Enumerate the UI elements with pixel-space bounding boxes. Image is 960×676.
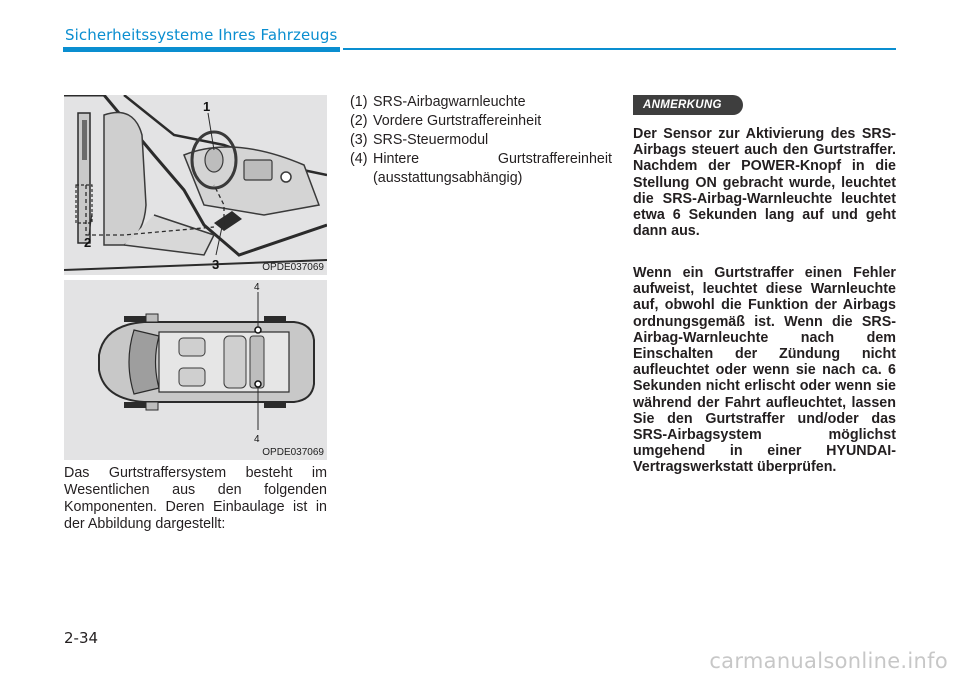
figure-code: OPDE037069 xyxy=(262,447,324,458)
list-item-text xyxy=(373,150,612,188)
list-item-text: SRS-Steuermodul xyxy=(373,132,489,148)
header-rule-thin xyxy=(343,48,896,50)
watermark: carmanualsonline.info xyxy=(709,649,948,673)
header-rule xyxy=(63,47,340,52)
note-paragraph: Der Sensor zur Aktivierung des SRS-Airbags steuert auch den Gurtstraffer. Nachdem der POWER-Knopf in die Stellung ON gebracht wurde, leuchtet die SRS-Airbag-Warnleuchte leuchtet etwa 6 Sekunden lang auf und geht dann aus. xyxy=(633,126,896,240)
list-item-text: Vordere Gurtstraffereinheit xyxy=(373,113,542,129)
list-item-number: (4) xyxy=(350,151,368,167)
topview-illustration xyxy=(64,280,327,460)
callout-2: 2 xyxy=(84,235,92,250)
callout-4-bottom: 4 xyxy=(254,434,260,445)
section-title: Sicherheitssysteme Ihres Fahrzeugs xyxy=(65,26,338,44)
list-item-number: (1) xyxy=(350,94,368,110)
note-badge: ANMERKUNG xyxy=(633,95,743,115)
component-list xyxy=(350,93,612,188)
interior-drawing xyxy=(64,95,327,275)
intro-paragraph: Das Gurtstraffersystem besteht im Wesentlichen aus den folgenden Komponenten. Deren Einbaulage ist in der Abbildung dargestellt: xyxy=(64,465,327,532)
figure-code: OPDE037069 xyxy=(262,262,324,273)
list-item xyxy=(350,112,612,131)
list-item xyxy=(350,131,612,150)
list-item-text: SRS-Airbagwarnleuchte xyxy=(373,94,526,110)
interior-illustration xyxy=(64,95,327,275)
callout-1: 1 xyxy=(203,99,211,114)
list-item-number: (2) xyxy=(350,113,368,129)
list-item xyxy=(350,93,612,112)
list-item xyxy=(350,150,612,188)
list-item-line: Hintere Gurtstraffereinheit xyxy=(373,151,612,167)
callout-4-top: 4 xyxy=(254,282,260,293)
note-paragraph: Wenn ein Gurtstraffer einen Fehler aufweist, leuchtet diese Warnleuchte auf, obwohl die Funktion der Airbags ordnungsgemäß ist. Wenn die SRS-Airbag-Warnleuchte nach dem Einschalten der Zündung nicht aufleuchtet oder wenn sie nach ca. 6 Sekunden nicht erlischt oder wenn sie während der Fahrt aufleuchtet, lassen Sie den Gurtstraffer und/oder das SRS-Airbagsystem möglichst umgehend in einer HYUNDAI-Vertragswerkstatt überprüfen. xyxy=(633,265,896,476)
list-item-number: (3) xyxy=(350,132,368,148)
callout-3: 3 xyxy=(212,257,220,272)
topview-drawing xyxy=(64,280,327,460)
list-item-line: (ausstattungsabhängig) xyxy=(373,170,523,186)
page-number: 2-34 xyxy=(64,629,99,647)
